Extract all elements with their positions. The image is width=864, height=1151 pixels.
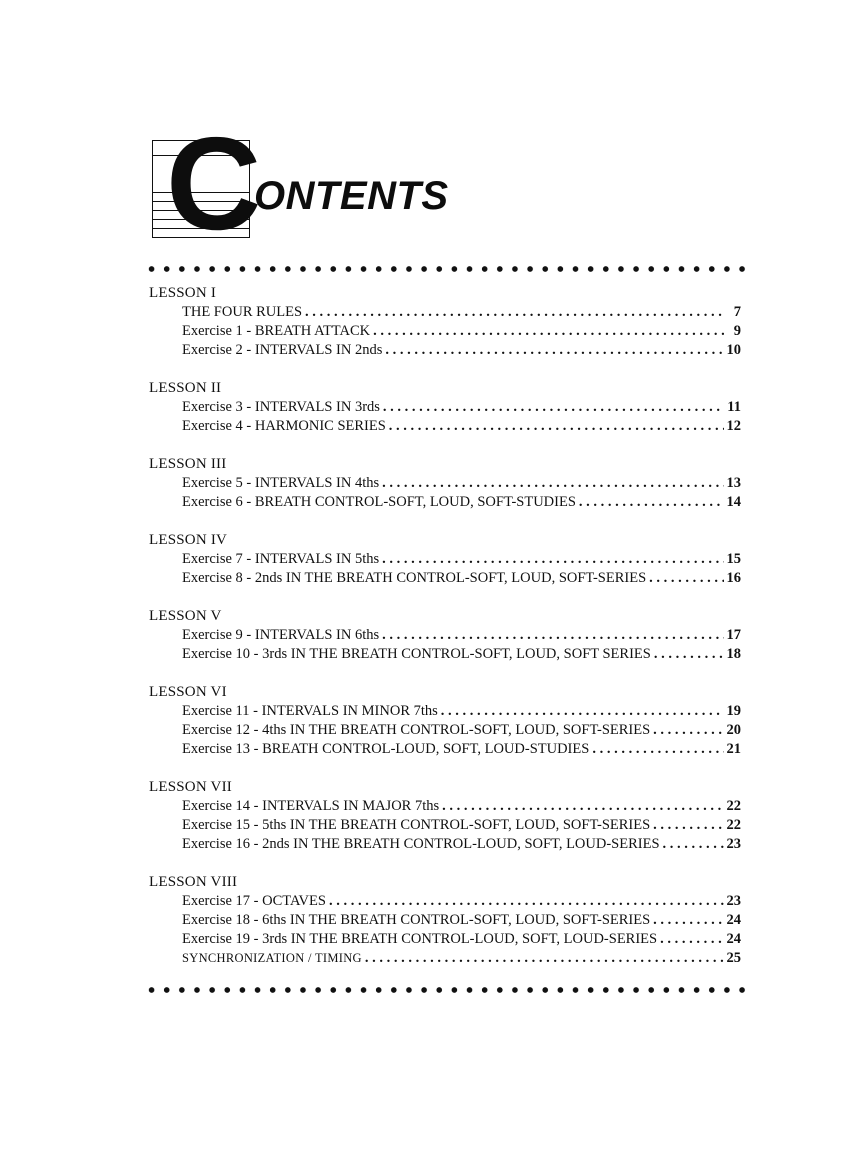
- dot-leader: [649, 569, 723, 588]
- entry-title: Exercise 15 - 5ths IN THE BREATH CONTROL-SOFT, LOUD, SOFT-SERIES: [182, 817, 651, 833]
- dot-leader: [385, 341, 723, 360]
- dot-leader: [653, 816, 723, 835]
- toc-entry: [149, 322, 741, 341]
- lesson-section: [149, 873, 741, 968]
- table-of-contents: [149, 284, 741, 987]
- dot-leader: [305, 303, 724, 322]
- dot-leader: [365, 949, 724, 968]
- lesson-title: LESSON III: [149, 456, 227, 472]
- dot-leader: [654, 645, 724, 664]
- dot-leader: [592, 740, 723, 759]
- lesson-section: [149, 607, 741, 664]
- lesson-section: [149, 778, 741, 854]
- entry-title: Exercise 10 - 3rds IN THE BREATH CONTROL-SOFT, LOUD, SOFT SERIES: [182, 646, 651, 662]
- entry-title: Exercise 16 - 2nds IN THE BREATH CONTROL-LOUD, SOFT, LOUD-SERIES: [182, 836, 660, 852]
- dot-leader: [329, 892, 724, 911]
- toc-entry: [149, 797, 741, 816]
- page-number: 23: [726, 893, 741, 909]
- dot-leader: [382, 550, 723, 569]
- toc-entry: [149, 341, 741, 360]
- page-number: 16: [726, 570, 741, 586]
- lesson-section: [149, 531, 741, 588]
- lesson-title: LESSON I: [149, 285, 217, 301]
- dot-leader: [383, 398, 724, 417]
- lesson-title: LESSON V: [149, 608, 222, 624]
- heading-text: ONTENTS: [254, 174, 449, 218]
- entry-title: Exercise 8 - 2nds IN THE BREATH CONTROL-SOFT, LOUD, SOFT-SERIES: [182, 570, 647, 586]
- page-number: 22: [726, 798, 741, 814]
- lesson-section: [149, 379, 741, 436]
- toc-entry: [149, 721, 741, 740]
- toc-entry: [149, 569, 741, 588]
- lesson-section: [149, 455, 741, 512]
- page-number: 11: [727, 399, 741, 415]
- entry-title: Exercise 3 - INTERVALS IN 3rds: [182, 399, 380, 415]
- entry-title: Exercise 14 - INTERVALS IN MAJOR 7ths: [182, 798, 440, 814]
- entry-title: Exercise 12 - 4ths IN THE BREATH CONTROL-SOFT, LOUD, SOFT-SERIES: [182, 722, 651, 738]
- dot-leader: [660, 930, 723, 949]
- dot-leader: [373, 322, 724, 341]
- page-number: 20: [726, 722, 741, 738]
- entry-title: Exercise 13 - BREATH CONTROL-LOUD, SOFT, LOUD-STUDIES: [182, 741, 590, 757]
- toc-entry: [149, 740, 741, 759]
- toc-entry: [149, 930, 741, 949]
- entry-title: Exercise 5 - INTERVALS IN 4ths: [182, 475, 380, 491]
- entry-title: Exercise 1 - BREATH ATTACK: [182, 323, 371, 339]
- lesson-title: LESSON VI: [149, 684, 227, 700]
- lesson-section: [149, 683, 741, 759]
- dot-leader: [442, 797, 723, 816]
- heading-initial: C: [166, 110, 258, 257]
- entry-title: SYNCHRONIZATION / TIMING: [182, 951, 362, 965]
- page-number: 7: [733, 304, 741, 320]
- page-number: 12: [726, 418, 741, 434]
- page-number: 25: [726, 950, 741, 966]
- lesson-section: [149, 284, 741, 360]
- page-number: 9: [733, 323, 741, 339]
- dot-leader: [653, 911, 723, 930]
- dot-leader: [389, 417, 724, 436]
- contents-heading: [152, 110, 472, 257]
- top-dot-divider: [144, 265, 750, 273]
- toc-entry: [149, 417, 741, 436]
- entry-title: Exercise 18 - 6ths IN THE BREATH CONTROL-SOFT, LOUD, SOFT-SERIES: [182, 912, 651, 928]
- toc-entry: [149, 816, 741, 835]
- toc-entry: [149, 303, 741, 322]
- toc-entry: [149, 702, 741, 721]
- lesson-title: LESSON IV: [149, 532, 228, 548]
- toc-entry: [149, 835, 741, 854]
- entry-title: Exercise 11 - INTERVALS IN MINOR 7ths: [182, 703, 438, 719]
- page-number: 14: [726, 494, 741, 510]
- page-number: 24: [726, 931, 741, 947]
- entry-title: Exercise 7 - INTERVALS IN 5ths: [182, 551, 380, 567]
- dot-leader: [579, 493, 724, 512]
- entry-title: Exercise 2 - INTERVALS IN 2nds: [182, 342, 383, 358]
- page-number: 13: [726, 475, 741, 491]
- entry-title: Exercise 6 - BREATH CONTROL-SOFT, LOUD, SOFT-STUDIES: [182, 494, 576, 510]
- entry-title: Exercise 4 - HARMONIC SERIES: [182, 418, 386, 434]
- toc-entry: [149, 550, 741, 569]
- page-number: 18: [726, 646, 741, 662]
- page-number: 17: [726, 627, 741, 643]
- entry-title: Exercise 17 - OCTAVES: [182, 893, 326, 909]
- toc-entry: [149, 892, 741, 911]
- toc-entry: [149, 398, 741, 417]
- lesson-title: LESSON VII: [149, 779, 232, 795]
- entry-title: THE FOUR RULES: [182, 304, 303, 320]
- toc-entry: [149, 949, 741, 968]
- dot-leader: [441, 702, 724, 721]
- dot-leader: [653, 721, 723, 740]
- lesson-title: LESSON II: [149, 380, 222, 396]
- lesson-title: LESSON VIII: [149, 874, 238, 890]
- dot-leader: [382, 474, 723, 493]
- page-number: 22: [726, 817, 741, 833]
- toc-entry: [149, 493, 741, 512]
- page-number: 19: [726, 703, 741, 719]
- page-number: 15: [726, 551, 741, 567]
- dot-leader: [663, 835, 724, 854]
- page-number: 21: [726, 741, 741, 757]
- toc-entry: [149, 626, 741, 645]
- bottom-dot-divider: [144, 986, 750, 994]
- page-number: 23: [726, 836, 741, 852]
- toc-entry: [149, 911, 741, 930]
- dot-leader: [382, 626, 723, 645]
- entry-title: Exercise 19 - 3rds IN THE BREATH CONTROL-LOUD, SOFT, LOUD-SERIES: [182, 931, 658, 947]
- toc-entry: [149, 474, 741, 493]
- page-number: 24: [726, 912, 741, 928]
- toc-entry: [149, 645, 741, 664]
- entry-title: Exercise 9 - INTERVALS IN 6ths: [182, 627, 380, 643]
- page-number: 10: [726, 342, 741, 358]
